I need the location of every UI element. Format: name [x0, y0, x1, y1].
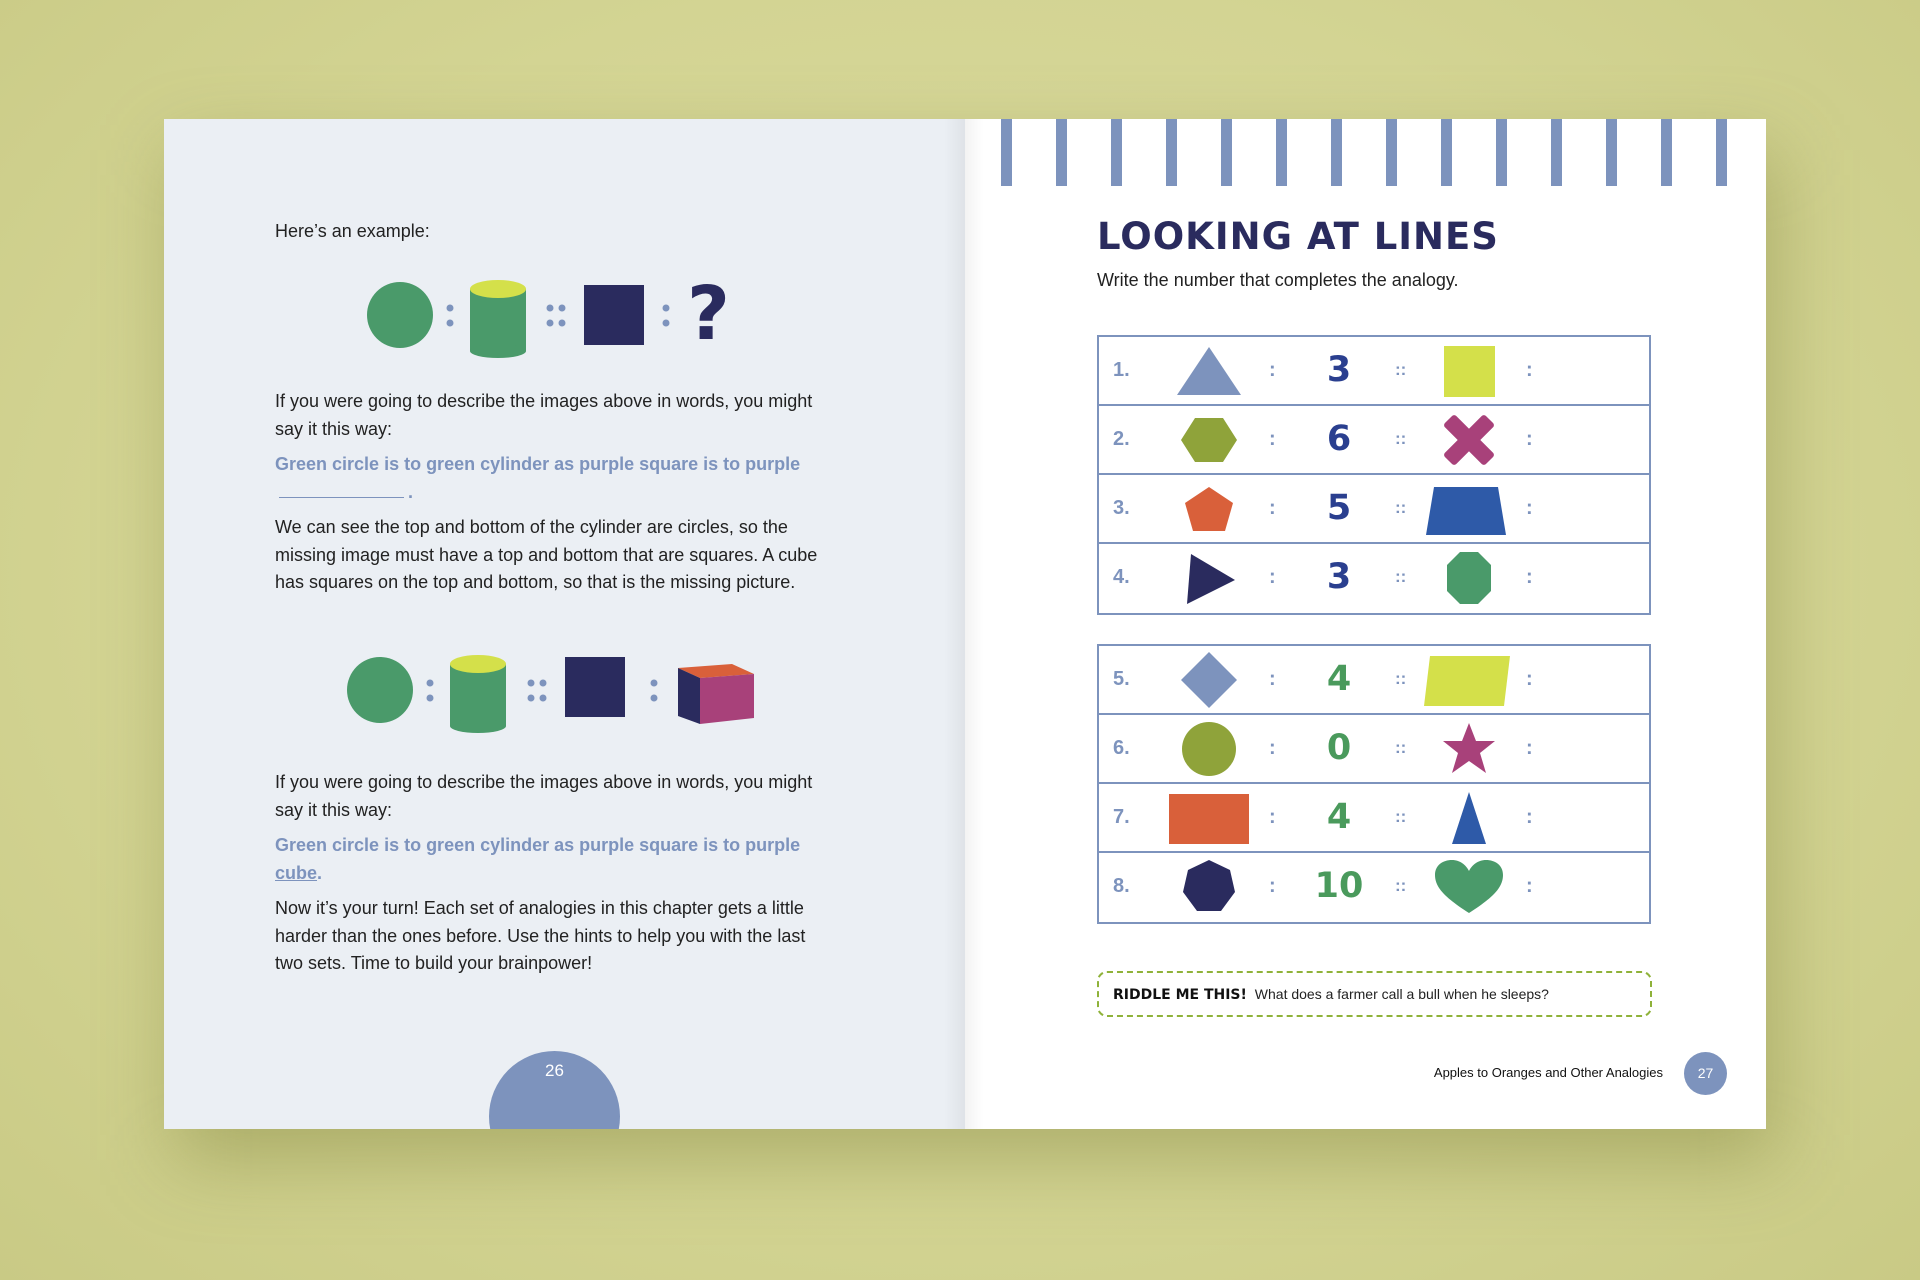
- table-row: [1099, 853, 1649, 922]
- table-row: [1099, 337, 1649, 406]
- double-colon: ::: [1395, 738, 1407, 757]
- page-subtitle: Write the number that completes the analogy.: [1097, 270, 1459, 290]
- rectangle-icon: [1169, 790, 1249, 846]
- highlight-2-answer: cube: [275, 863, 318, 883]
- row-number: 4.: [1113, 566, 1130, 588]
- pentagon-icon: [1169, 481, 1249, 537]
- row-number: 6.: [1113, 737, 1130, 759]
- question-mark: ?: [687, 271, 730, 357]
- outro-text: Now it’s your turn! Each set of analogies in this chapter gets a little harder than the ones before. Use the hints to help you with the last two sets. Time to build your brainpower!: [275, 898, 806, 973]
- green-cylinder-icon: [450, 655, 506, 733]
- hexagon-icon: [1169, 412, 1249, 468]
- colon: :: [1526, 737, 1533, 759]
- book-gutter: [944, 119, 984, 1129]
- table-row: [1099, 784, 1649, 853]
- colon: :: [1526, 566, 1533, 588]
- example-analogy-2: [344, 644, 754, 744]
- colon: :: [1526, 875, 1533, 897]
- highlight-1-text: Green circle is to green cylinder as purple square is to purple: [275, 454, 801, 474]
- purple-square-icon: [565, 657, 625, 717]
- colon: :: [1526, 497, 1533, 519]
- riddle-box: [1097, 971, 1652, 1017]
- row-number: 3.: [1113, 497, 1130, 519]
- colon: :: [1526, 668, 1533, 690]
- left-page: [164, 119, 965, 1129]
- double-colon: ::: [1395, 498, 1407, 517]
- intro-text: Here’s an example:: [275, 221, 430, 241]
- colon: :: [1526, 428, 1533, 450]
- riddle-text: What does a farmer call a bull when he sleeps?: [1254, 986, 1549, 1002]
- purple-square-icon: [584, 285, 644, 345]
- answer-value: 4: [1326, 659, 1352, 699]
- answer-value: 3: [1326, 557, 1352, 597]
- colon: :: [1269, 668, 1276, 690]
- double-colon: ::: [1395, 807, 1407, 826]
- heart-icon: [1424, 859, 1514, 915]
- green-cylinder-icon: [470, 280, 526, 358]
- colon-icon: [651, 680, 658, 702]
- colon-icon: [447, 305, 454, 327]
- heptagon-icon: [1169, 859, 1249, 915]
- example-analogy-1: [364, 269, 724, 359]
- colon: :: [1269, 566, 1276, 588]
- describe-text-1: If you were going to describe the images above in words, you might say it this way:: [275, 391, 813, 439]
- table-row: [1099, 406, 1649, 475]
- highlight-2-end: .: [317, 863, 323, 883]
- table-row: [1099, 646, 1649, 715]
- analogy-table-2: [1097, 644, 1651, 924]
- footer-chapter-title: Apples to Oranges and Other Analogies: [1433, 1065, 1663, 1080]
- double-colon: ::: [1395, 360, 1407, 379]
- star-icon: [1424, 721, 1514, 777]
- parallelogram-icon: [1424, 652, 1514, 708]
- diamond-icon: [1169, 652, 1249, 708]
- answer-blank: [279, 479, 404, 498]
- colon: :: [1526, 806, 1533, 828]
- colon: :: [1269, 737, 1276, 759]
- right-page: [965, 119, 1766, 1129]
- row-number: 1.: [1113, 359, 1130, 381]
- square-icon: [1424, 343, 1514, 399]
- analogy-table-1: [1097, 335, 1651, 615]
- row-number: 2.: [1113, 428, 1130, 450]
- right-pointing-triangle-icon: [1169, 550, 1249, 606]
- colon: :: [1269, 359, 1276, 381]
- octagon-icon: [1424, 550, 1514, 606]
- page-title: LOOKING AT LINES: [1097, 215, 1499, 258]
- answer-value: 6: [1326, 419, 1352, 459]
- cube-icon: [678, 664, 754, 724]
- double-colon: ::: [1395, 567, 1407, 586]
- riddle-label: RIDDLE ME THIS!: [1113, 987, 1247, 1003]
- colon: :: [1526, 359, 1533, 381]
- open-book: [164, 119, 1766, 1129]
- explanation-text: We can see the top and bottom of the cylinder are circles, so the missing image must have a top and bottom that are squares. A cube has squares on the top and bottom, so that is the missing picture.: [275, 517, 818, 592]
- x-cross-icon: [1424, 412, 1514, 468]
- colon-icon: [427, 680, 434, 702]
- green-circle-icon: [347, 657, 413, 723]
- row-number: 8.: [1113, 875, 1130, 897]
- table-row: [1099, 715, 1649, 784]
- double-colon-icon: [528, 680, 547, 702]
- highlight-1-end: .: [408, 482, 414, 502]
- trapezoid-icon: [1424, 481, 1514, 537]
- describe-text-2: If you were going to describe the images above in words, you might say it this way:: [275, 772, 813, 820]
- row-number: 5.: [1113, 668, 1130, 690]
- double-colon: ::: [1395, 429, 1407, 448]
- colon: :: [1269, 806, 1276, 828]
- double-colon-icon: [547, 305, 566, 327]
- table-row: [1099, 544, 1649, 613]
- highlight-sentence-1: [275, 450, 815, 506]
- colon: :: [1269, 428, 1276, 450]
- circle-icon: [1169, 721, 1249, 777]
- colon: :: [1269, 497, 1276, 519]
- highlight-sentence-2: [275, 831, 815, 887]
- cone-icon: [1424, 790, 1514, 846]
- answer-value: 10: [1314, 866, 1364, 906]
- answer-value: 3: [1326, 350, 1352, 390]
- highlight-2-text: Green circle is to green cylinder as purple square is to purple: [275, 835, 801, 855]
- answer-value: 0: [1326, 728, 1352, 768]
- triangle-icon: [1169, 343, 1249, 399]
- row-number: 7.: [1113, 806, 1130, 828]
- page-number-left: 26: [489, 1051, 620, 1129]
- double-colon: ::: [1395, 876, 1407, 895]
- table-row: [1099, 475, 1649, 544]
- colon: :: [1269, 875, 1276, 897]
- answer-value: 4: [1326, 797, 1352, 837]
- page-number-right: 27: [1684, 1052, 1727, 1095]
- colon-icon: [663, 305, 670, 327]
- green-circle-icon: [367, 282, 433, 348]
- double-colon: ::: [1395, 669, 1407, 688]
- answer-value: 5: [1326, 488, 1352, 528]
